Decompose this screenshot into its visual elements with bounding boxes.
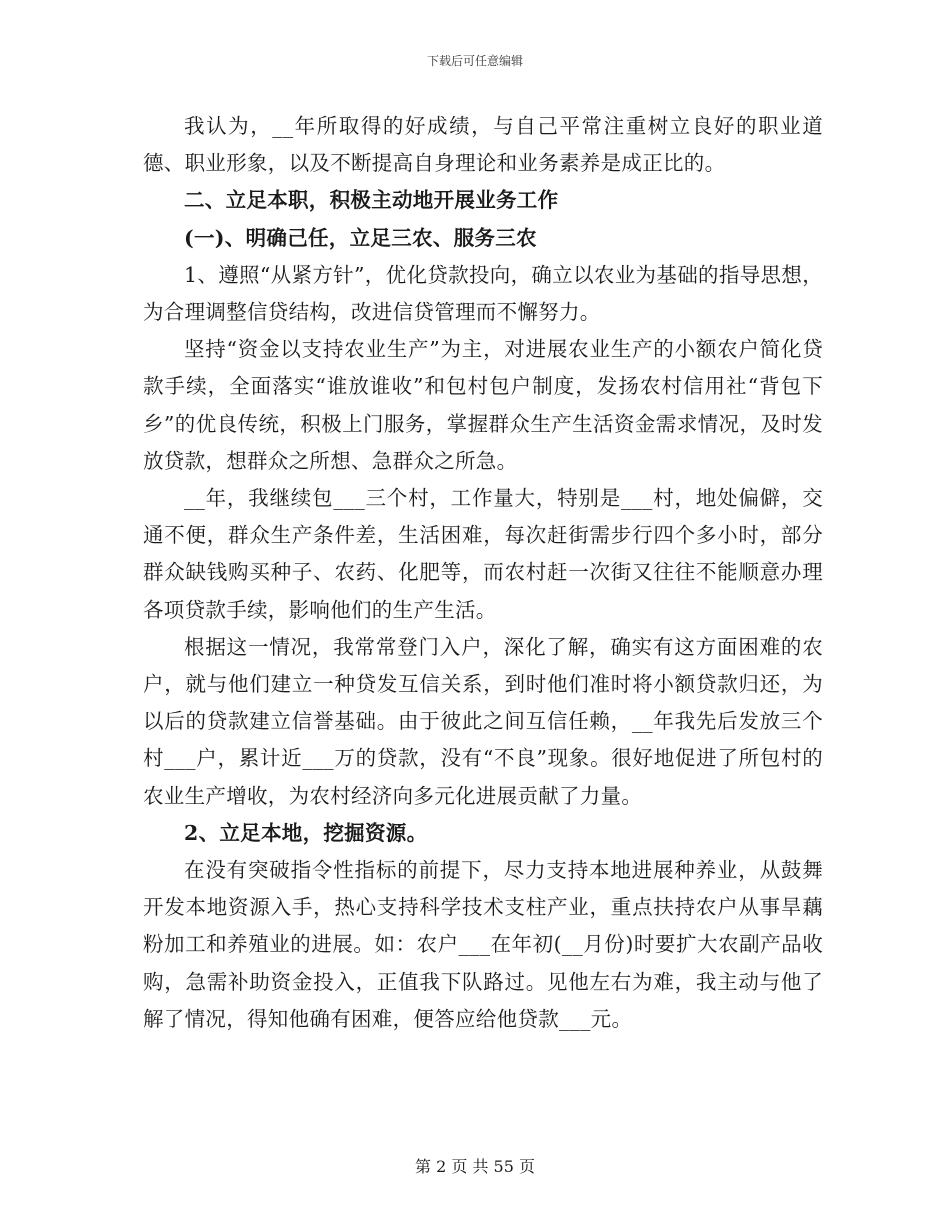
- paragraph-mutual-trust: 根据这一情况，我常常登门入户，深化了解，确实有这方面困难的农户，就与他们建立一种贷发互信关系，到时他们准时将小额贷款归还，为以后的贷款建立信誉基础。由于彼此之间互信任赖，__年我先后发放三个村___户，累计近___万的贷款，没有“不良”现象。很好地促进了所包村的农业生产增收，为农村经济向多元化进展贡献了力量。: [143, 634, 823, 808]
- paragraph-item-1: 1、遵照“从紧方针”，优化贷款投向，确立以农业为基础的指导思想，为合理调整信贷结构，改进信贷管理而不懈努力。: [143, 262, 823, 325]
- page-header-note: 下载后可任意编辑: [426, 54, 523, 68]
- paragraph-local-resources: 在没有突破指令性指标的前提下，尽力支持本地进展种养业，从鼓舞开发本地资源入手，热心支持科学技术支柱产业，重点扶持农户从事旱藕粉加工和养殖业的进展。如：农户___在年初(__月份)时要扩大农副产品收购，急需补助资金投入，正值我下队路过。见他左右为难，我主动与他了解了情况，得知他确有困难，便答应给他贷款___元。: [143, 858, 823, 1031]
- paragraph-support-agriculture: 坚持“资金以支持农业生产”为主，对进展农业生产的小额农户简化贷款手续，全面落实“谁放谁收”和包村包户制度，发扬农村信用社“背包下乡”的优良传统，积极上门服务，掌握群众生产生活资金需求情况，及时发放贷款，想群众之所想、急群众之所急。: [143, 337, 823, 473]
- page-number: 第 2 页 共 55 页: [415, 1157, 535, 1176]
- subsection-heading-1: (一)、明确己任，立足三农、服务三农: [184, 225, 537, 250]
- paragraph-conclusion: 我认为，__年所取得的好成绩，与自己平常注重树立良好的职业道德、职业形象，以及不断提高自身理论和业务素养是成正比的。: [143, 114, 823, 176]
- item-heading-2: 2、立足本地，挖掘资源。: [184, 820, 428, 845]
- section-heading-2: 二、立足本职，积极主动地开展业务工作: [184, 188, 559, 213]
- paragraph-villages: __年，我继续包___三个村，工作量大，特别是___村，地处偏僻，交通不便，群众生产条件差，生活困难，每次赶街需步行四个多小时，部分群众缺钱购买种子、农药、化肥等，而农村赶一次街又往往不能顺意办理各项贷款手续，影响他们的生产生活。: [143, 486, 823, 622]
- document-body: [143, 108, 823, 1038]
